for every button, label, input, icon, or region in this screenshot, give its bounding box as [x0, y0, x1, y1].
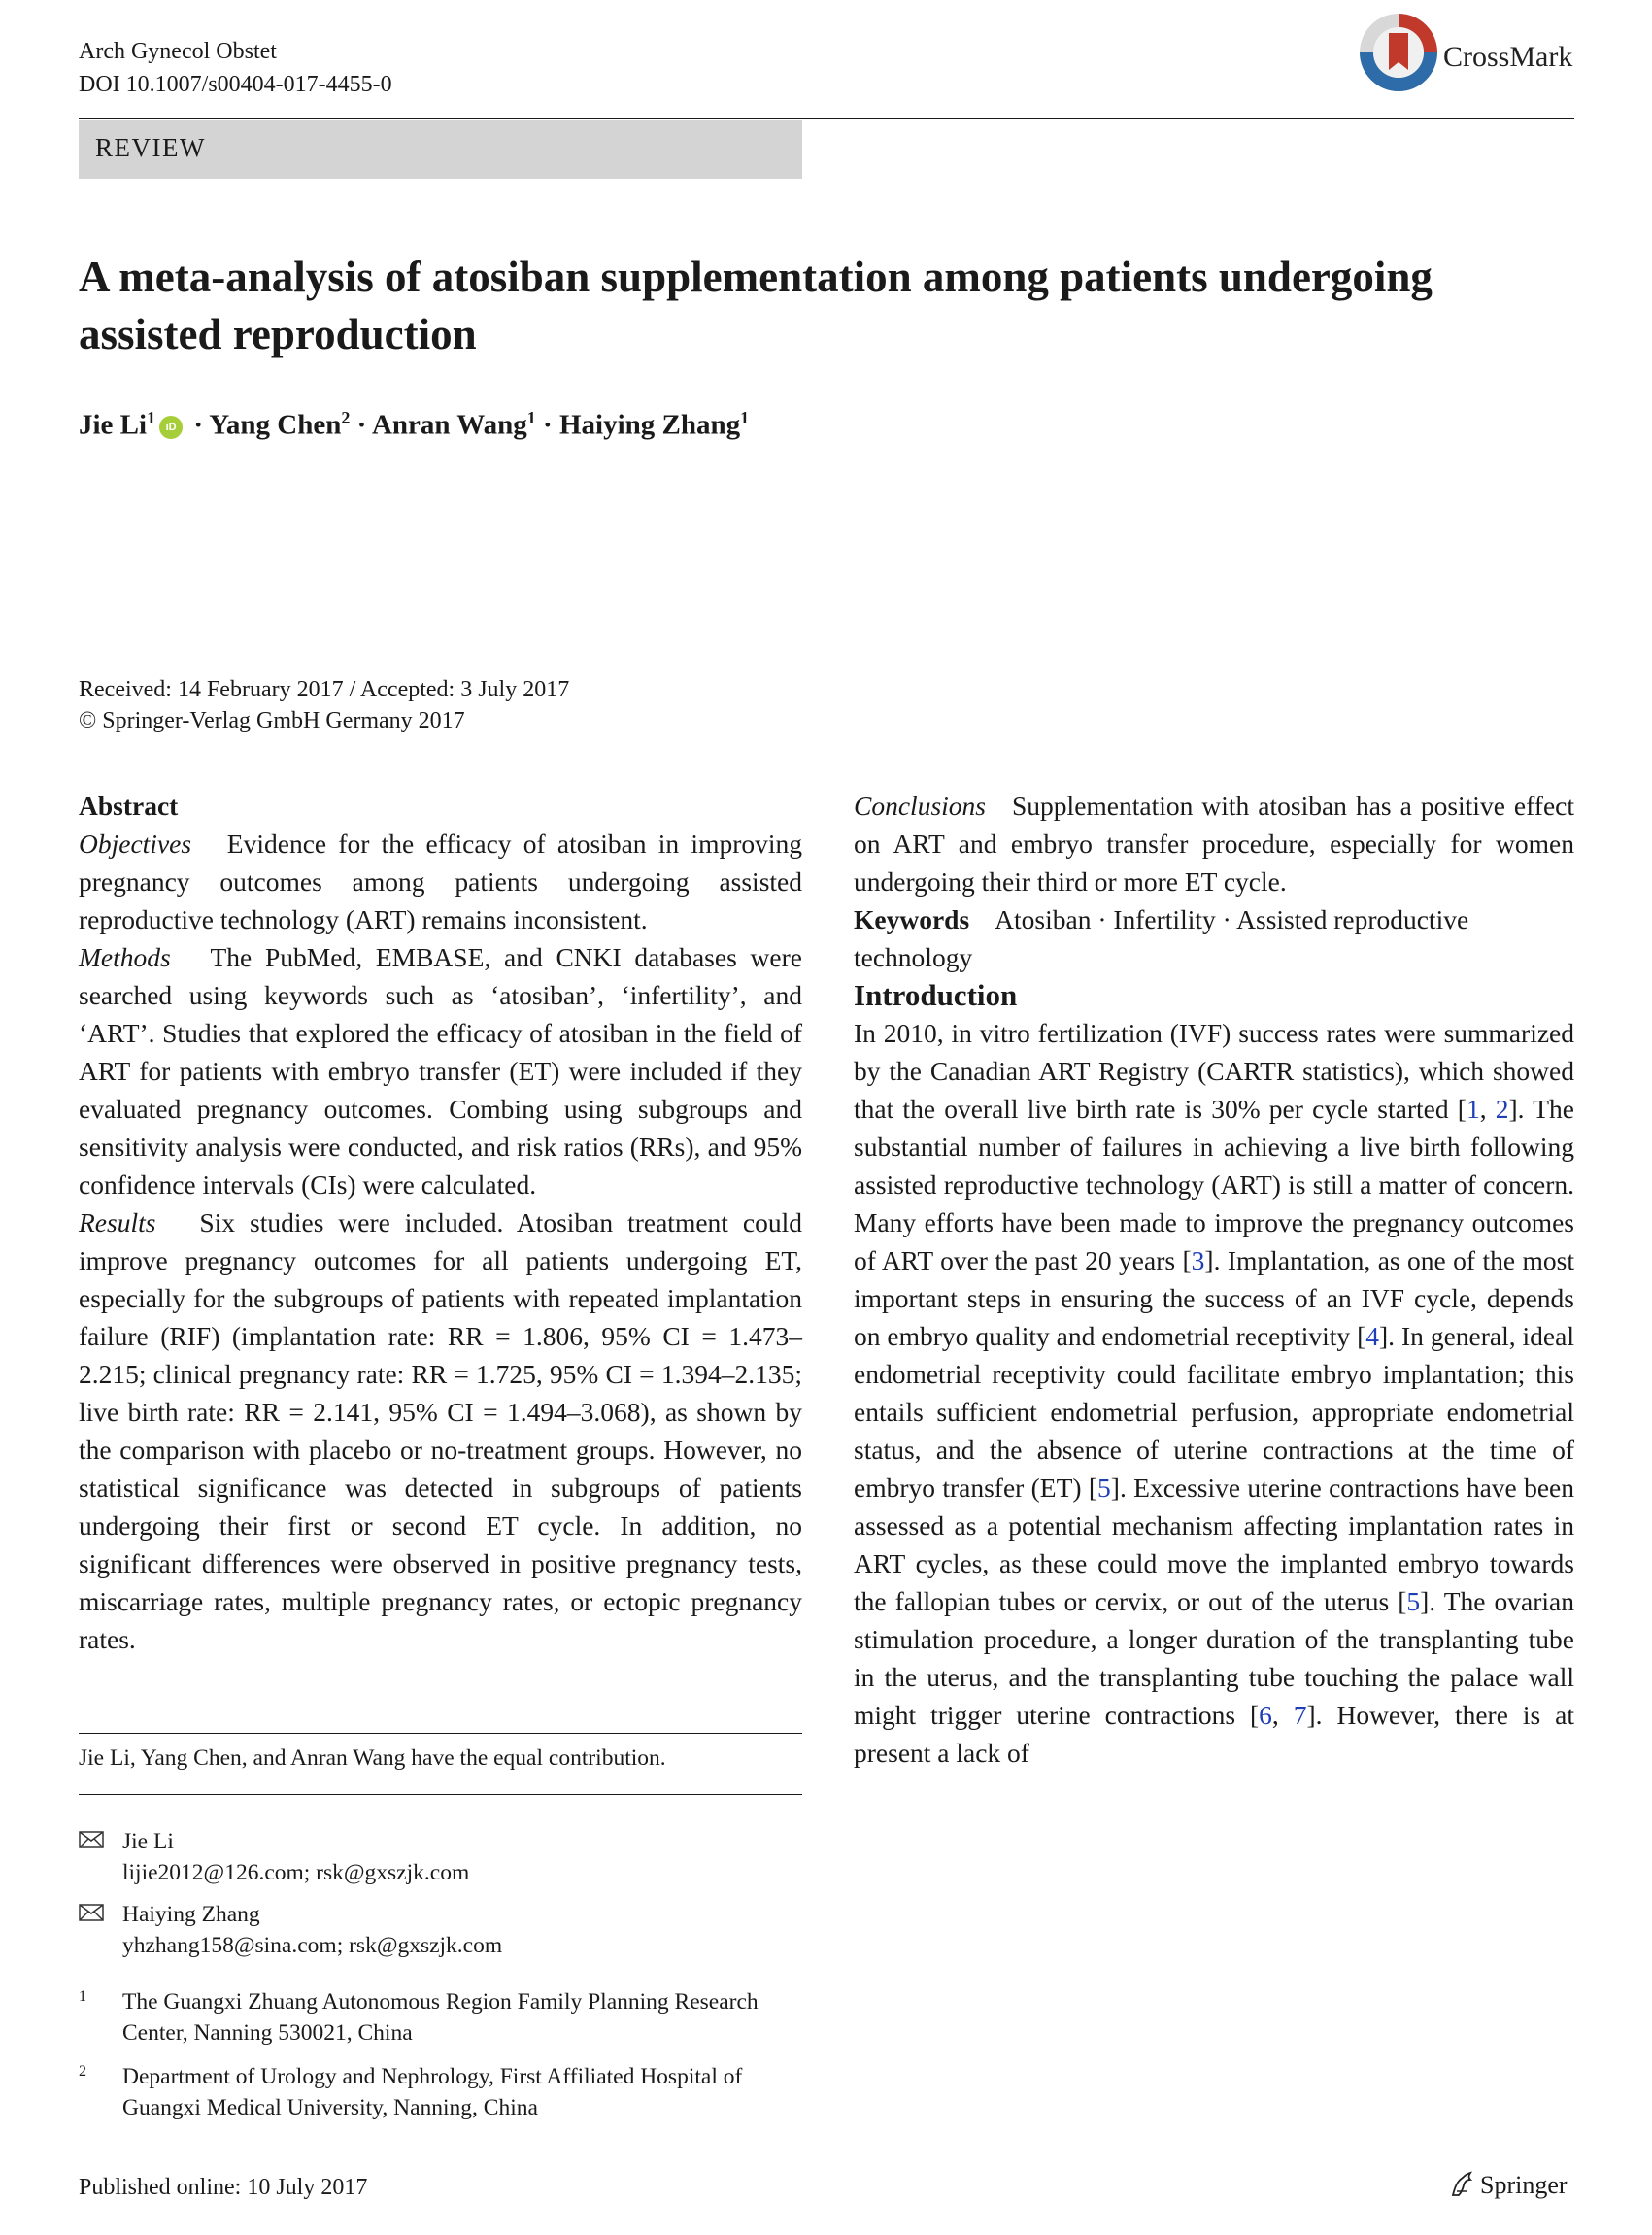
affiliation-text: The Guangxi Zhuang Autonomous Region Family Planning Research Center, Nanning 530021, China	[122, 1989, 759, 2046]
conclusions-label: Conclusions	[854, 791, 986, 821]
author-affiliation: 2	[341, 408, 351, 427]
citation-link[interactable]: 3	[1191, 1245, 1205, 1275]
contact-name: Haiying Zhang	[122, 1902, 260, 1927]
citation-link[interactable]: 1	[1466, 1094, 1480, 1124]
contact-email[interactable]: yhzhang158@sina.com; rsk@gxszjk.com	[122, 1933, 503, 1958]
intro-text: ]. However, there is at present a lack of	[854, 1700, 1574, 1768]
results-text: Six studies were included. Atosiban treatment could improve pregnancy outcomes for all patients undergoing ET, especially for the subgroups of patients with repeated implantation failure (RIF) (implantation rate: RR = 1.806, 95% CI = 1.473–2.215; clinical pregnancy rate: RR = 1.725, 95% CI = 1.394–2.135; live birth rate: RR = 2.141, 95% CI = 1.494–3.068), as shown by the comparison with placebo or no-treatment groups. However, no statistical significance was detected in subgroups of patients undergoing their first or second ET cycle. In addition, no significant differences were observed in positive pregnancy tests, miscarriage rates, multiple pregnancy rates, or ectopic pregnancy rates.	[79, 1207, 802, 1654]
affiliation-number: 2	[79, 2063, 86, 2080]
results-label: Results	[79, 1207, 156, 1237]
affiliation	[79, 1986, 802, 2054]
envelope-icon	[79, 1904, 104, 1921]
introduction-heading: Introduction	[854, 978, 1018, 1012]
objectives-label: Objectives	[79, 829, 192, 859]
article-type-band	[79, 120, 802, 179]
conclusions-text: Supplementation with atosiban has a positive effect on ART and embryo transfer procedure, especially for women undergoing their third or more ET cycle.	[854, 791, 1574, 897]
intro-text: ]. The ovarian stimulation procedure, a longer duration of the transplanting tube in the uterus, and the transplanting tube touching the palace wall might trigger uterine contractions [	[854, 1586, 1575, 1730]
published-date: Published online: 10 July 2017	[79, 2175, 368, 2200]
citation-link[interactable]: 5	[1097, 1473, 1111, 1503]
keywords-text: Atosiban · Infertility · Assisted reproductive technology	[854, 904, 1469, 972]
article-type: REVIEW	[95, 133, 206, 162]
abstract-objectives	[79, 825, 802, 938]
doi[interactable]: DOI 10.1007/s00404-017-4455-0	[79, 72, 392, 97]
publisher-name: Springer	[1480, 2171, 1568, 2199]
journal-name: Arch Gynecol Obstet	[79, 39, 277, 64]
received-accepted: Received: 14 February 2017 / Accepted: 3 July 2017	[79, 677, 570, 702]
crossmark-label: CrossMark	[1443, 41, 1573, 73]
article-dates	[79, 674, 569, 736]
contact-details	[122, 1899, 502, 1961]
citation-link[interactable]: 6	[1259, 1700, 1272, 1730]
author-list	[79, 408, 749, 442]
contact-email[interactable]: lijie2012@126.com; rsk@gxszjk.com	[122, 1860, 470, 1885]
envelope-icon	[79, 1831, 104, 1848]
objectives-text: Evidence for the efficacy of atosiban in improving pregnancy outcomes among patients undergoing assisted reproductive technology (ART) remains inconsistent.	[79, 829, 803, 934]
equal-contribution-note: Jie Li, Yang Chen, and Anran Wang have the equal contribution.	[79, 1745, 666, 1771]
right-column	[854, 787, 1574, 1772]
author-affiliation: 1	[147, 408, 156, 427]
intro-text: ]. Excessive uterine contractions have been assessed as a potential mechanism affecting implantation rates in ART cycles, as these could move the implanted embryo towards the fallopian tubes or cervix, or out of the uterus [	[854, 1473, 1574, 1616]
intro-text: ,	[1479, 1094, 1496, 1124]
intro-text: ]. In general, ideal endometrial receptivity could facilitate embryo implantation; this entails sufficient endometrial perfusion, appropriate endometrial status, and the absence of uterine contractions at the time of embryo transfer (ET) [	[854, 1321, 1574, 1503]
orcid-icon[interactable]: iD	[159, 416, 183, 439]
article-title: A meta-analysis of atosiban supplementation among patients undergoing assisted reproduction	[79, 253, 1433, 358]
keywords-label: Keywords	[854, 904, 970, 934]
contact-details	[122, 1826, 469, 1888]
abstract-results	[79, 1203, 802, 1658]
intro-text: ,	[1271, 1700, 1294, 1730]
methods-label: Methods	[79, 942, 171, 972]
abstract-conclusions	[854, 787, 1574, 900]
abstract-column	[79, 787, 802, 1658]
abstract-methods	[79, 938, 802, 1203]
introduction-body	[854, 1014, 1574, 1772]
corresponding-author	[79, 1899, 802, 1967]
abstract-heading: Abstract	[79, 791, 179, 821]
author-separator: ·	[543, 409, 553, 441]
intro-text: ]. The substantial number of failures in achieving a live birth following assisted reproductive technology (ART) is still a matter of concern. Many efforts have been made to improve the pregnancy outcomes of ART over the past 20 years [	[854, 1094, 1574, 1275]
intro-text: In 2010, in vitro fertilization (IVF) success rates were summarized by the Canadian ART Registry (CARTR statistics), which showed that the overall live birth rate is 30% per cycle started [	[854, 1018, 1574, 1124]
publisher-logo	[1447, 2170, 1568, 2200]
author-name[interactable]: Jie Li	[79, 409, 148, 441]
methods-text: The PubMed, EMBASE, and CNKI databases were searched using keywords such as ‘atosiban’, ‘infertility’, and ‘ART’. Studies that explored the efficacy of atosiban in the field of ART for patients with embryo transfer (ET) were included if they evaluated pregnancy outcomes. Combing using subgroups and sensitivity analysis were conducted, and risk ratios (RRs), and 95% confidence intervals (CIs) were calculated.	[79, 942, 802, 1200]
citation-link[interactable]: 2	[1495, 1094, 1509, 1124]
author-name[interactable]: Haiying Zhang	[558, 409, 741, 441]
header-rule	[79, 118, 1574, 119]
springer-horse-icon	[1447, 2170, 1476, 2199]
author-name[interactable]: Anran Wang	[371, 409, 527, 441]
copyright: © Springer-Verlag GmbH Germany 2017	[79, 708, 465, 733]
affiliation	[79, 2061, 802, 2129]
affiliation-text: Department of Urology and Nephrology, First Affiliated Hospital of Guangxi Medical University, Nanning, China	[122, 2064, 743, 2120]
footnote-rule	[79, 1733, 802, 1734]
author-affiliation: 1	[526, 408, 536, 427]
crossmark-badge[interactable]	[1358, 8, 1601, 105]
keywords	[854, 900, 1574, 976]
crossmark-icon	[1358, 12, 1439, 93]
author-affiliation: 1	[740, 408, 750, 427]
intro-text: ]. Implantation, as one of the most important steps in ensuring the success of an IVF cycle, depends on embryo quality and endometrial receptivity [	[854, 1245, 1575, 1351]
footnote-rule	[79, 1794, 802, 1795]
author-name[interactable]: Yang Chen	[209, 409, 342, 441]
corresponding-author	[79, 1826, 802, 1894]
author-separator: ·	[356, 409, 367, 441]
citation-link[interactable]: 4	[1365, 1321, 1380, 1351]
affiliation-number: 1	[79, 1988, 86, 2005]
journal-info	[79, 35, 392, 101]
citation-link[interactable]: 5	[1406, 1586, 1421, 1616]
contact-name: Jie Li	[122, 1829, 174, 1854]
author-separator: ·	[193, 409, 204, 441]
citation-link[interactable]: 7	[1293, 1700, 1307, 1730]
